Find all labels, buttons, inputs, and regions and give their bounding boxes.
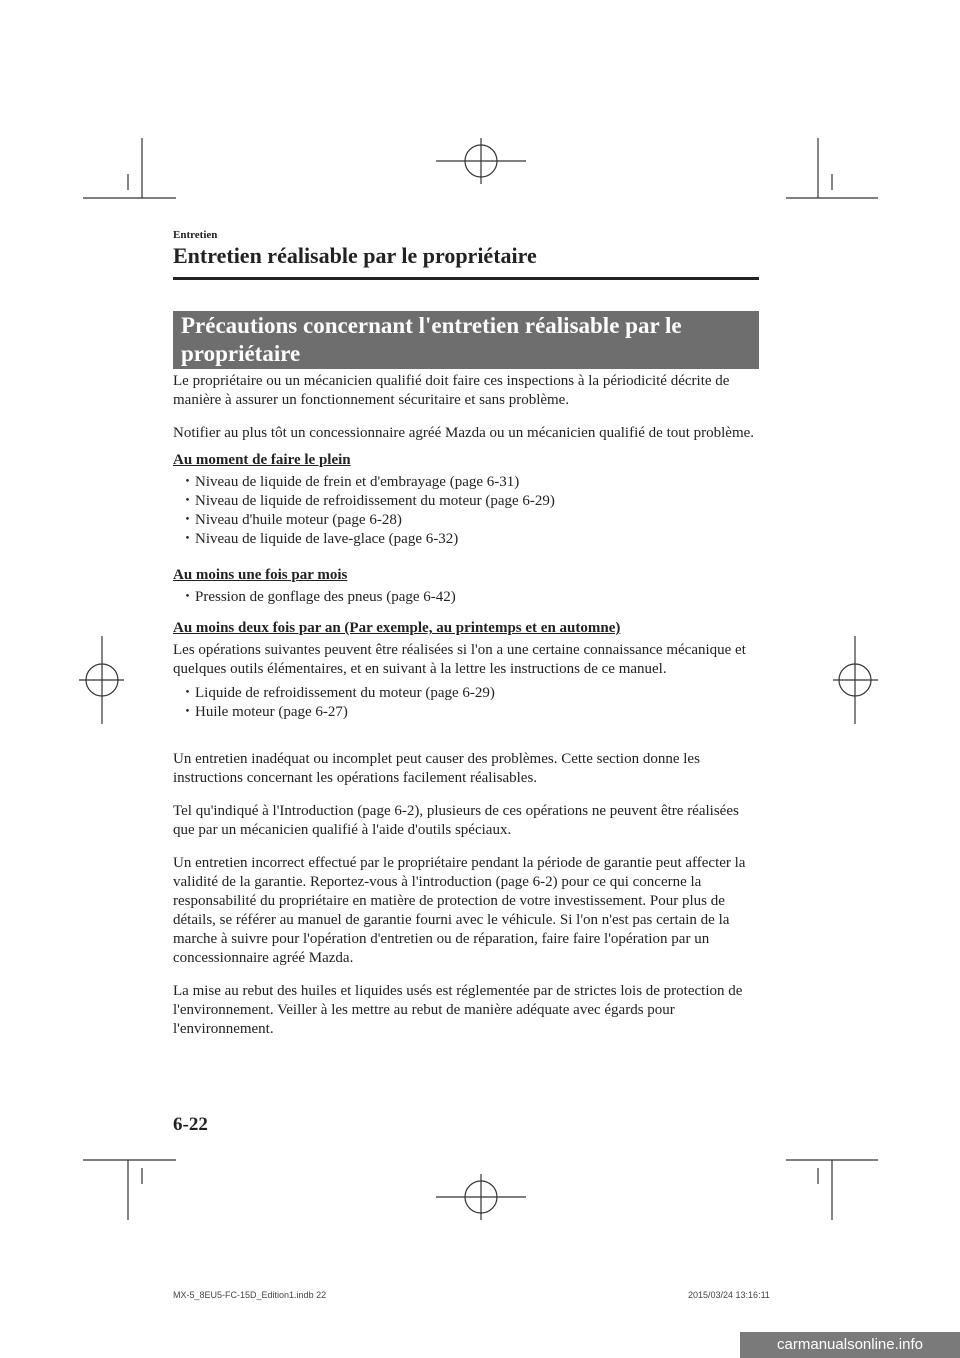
footer-timestamp: 2015/03/24 13:16:11 xyxy=(688,1290,770,1300)
list-item: ・ Pression de gonflage des pneus (page 6-42) xyxy=(180,588,763,607)
biannual-heading: Au moins deux fois par an (Par exemple, au printemps et en automne) xyxy=(173,620,621,636)
monthly-list xyxy=(173,588,763,607)
intro-paragraph-1: Le propriétaire ou un mécanicien qualifié doit faire ces inspections à la périodicité décrite de manière à assurer un fonctionnement sécuritaire et sans problème. xyxy=(173,373,730,408)
section-banner xyxy=(173,311,759,369)
watermark: carmanualsonline.info xyxy=(740,1332,960,1358)
list-item: ・ Niveau de liquide de refroidissement du moteur (page 6-29) xyxy=(180,492,763,511)
closing-paragraph-2: Tel qu'indiqué à l'Introduction (page 6-2), plusieurs de ces opérations ne peuvent être réalisées que par un mécanicien qualifié à l'aide d'outils spéciaux. xyxy=(173,803,739,838)
list-item: ・ Niveau de liquide de lave-glace (page 6-32) xyxy=(180,530,763,549)
refuel-list xyxy=(173,473,763,549)
list-item: ・ Niveau de liquide de frein et d'embrayage (page 6-31) xyxy=(180,473,763,492)
title-rule xyxy=(173,277,759,280)
biannual-text: Les opérations suivantes peuvent être réalisées si l'on a une certaine connaissance mécanique et quelques outils élémentaires, et en suivant à la lettre les instructions de ce manuel. xyxy=(173,642,746,677)
page-number: 6-22 xyxy=(173,1114,208,1135)
page-title: Entretien réalisable par le propriétaire xyxy=(173,243,537,268)
monthly-heading: Au moins une fois par mois xyxy=(173,567,348,583)
refuel-heading: Au moment de faire le plein xyxy=(173,452,351,468)
footer-file: MX-5_8EU5-FC-15D_Edition1.indb 22 xyxy=(173,1290,327,1300)
list-item: ・ Liquide de refroidissement du moteur (page 6-29) xyxy=(180,684,763,703)
intro-paragraph-2: Notifier au plus tôt un concessionnaire agréé Mazda ou un mécanicien qualifié de tout problème. xyxy=(173,425,755,441)
list-item: ・ Niveau d'huile moteur (page 6-28) xyxy=(180,511,763,530)
banner-line-2: propriétaire xyxy=(181,341,301,366)
closing-paragraph-1: Un entretien inadéquat ou incomplet peut causer des problèmes. Cette section donne les instructions concernant les opérations facilement réalisables. xyxy=(173,751,700,786)
banner-line-1: Précautions concernant l'entretien réalisable par le xyxy=(181,313,682,338)
biannual-list xyxy=(173,684,763,722)
body-content xyxy=(173,372,763,1053)
list-item: ・ Huile moteur (page 6-27) xyxy=(180,703,763,722)
closing-paragraph-4: La mise au rebut des huiles et liquides usés est réglementée par de strictes lois de protection de l'environnement. Veiller à les mettre au rebut de manière adéquate avec égards pour l'environnement. xyxy=(173,983,743,1037)
section-label: Entretien xyxy=(173,229,218,241)
closing-paragraph-3: Un entretien incorrect effectué par le propriétaire pendant la période de garantie peut affecter la validité de la garantie. Reportez-vous à l'introduction (page 6-2) pour ce qui concerne la responsabilité du propriétaire en matière de protection de votre investissement. Pour plus de détails, se référer au manuel de garantie fourni avec le véhicule. Si l'on n'est pas certain de la marche à suivre pour l'opération d'entretien ou de réparation, faire faire l'opération par un concessionnaire agréé Mazda. xyxy=(173,855,746,966)
